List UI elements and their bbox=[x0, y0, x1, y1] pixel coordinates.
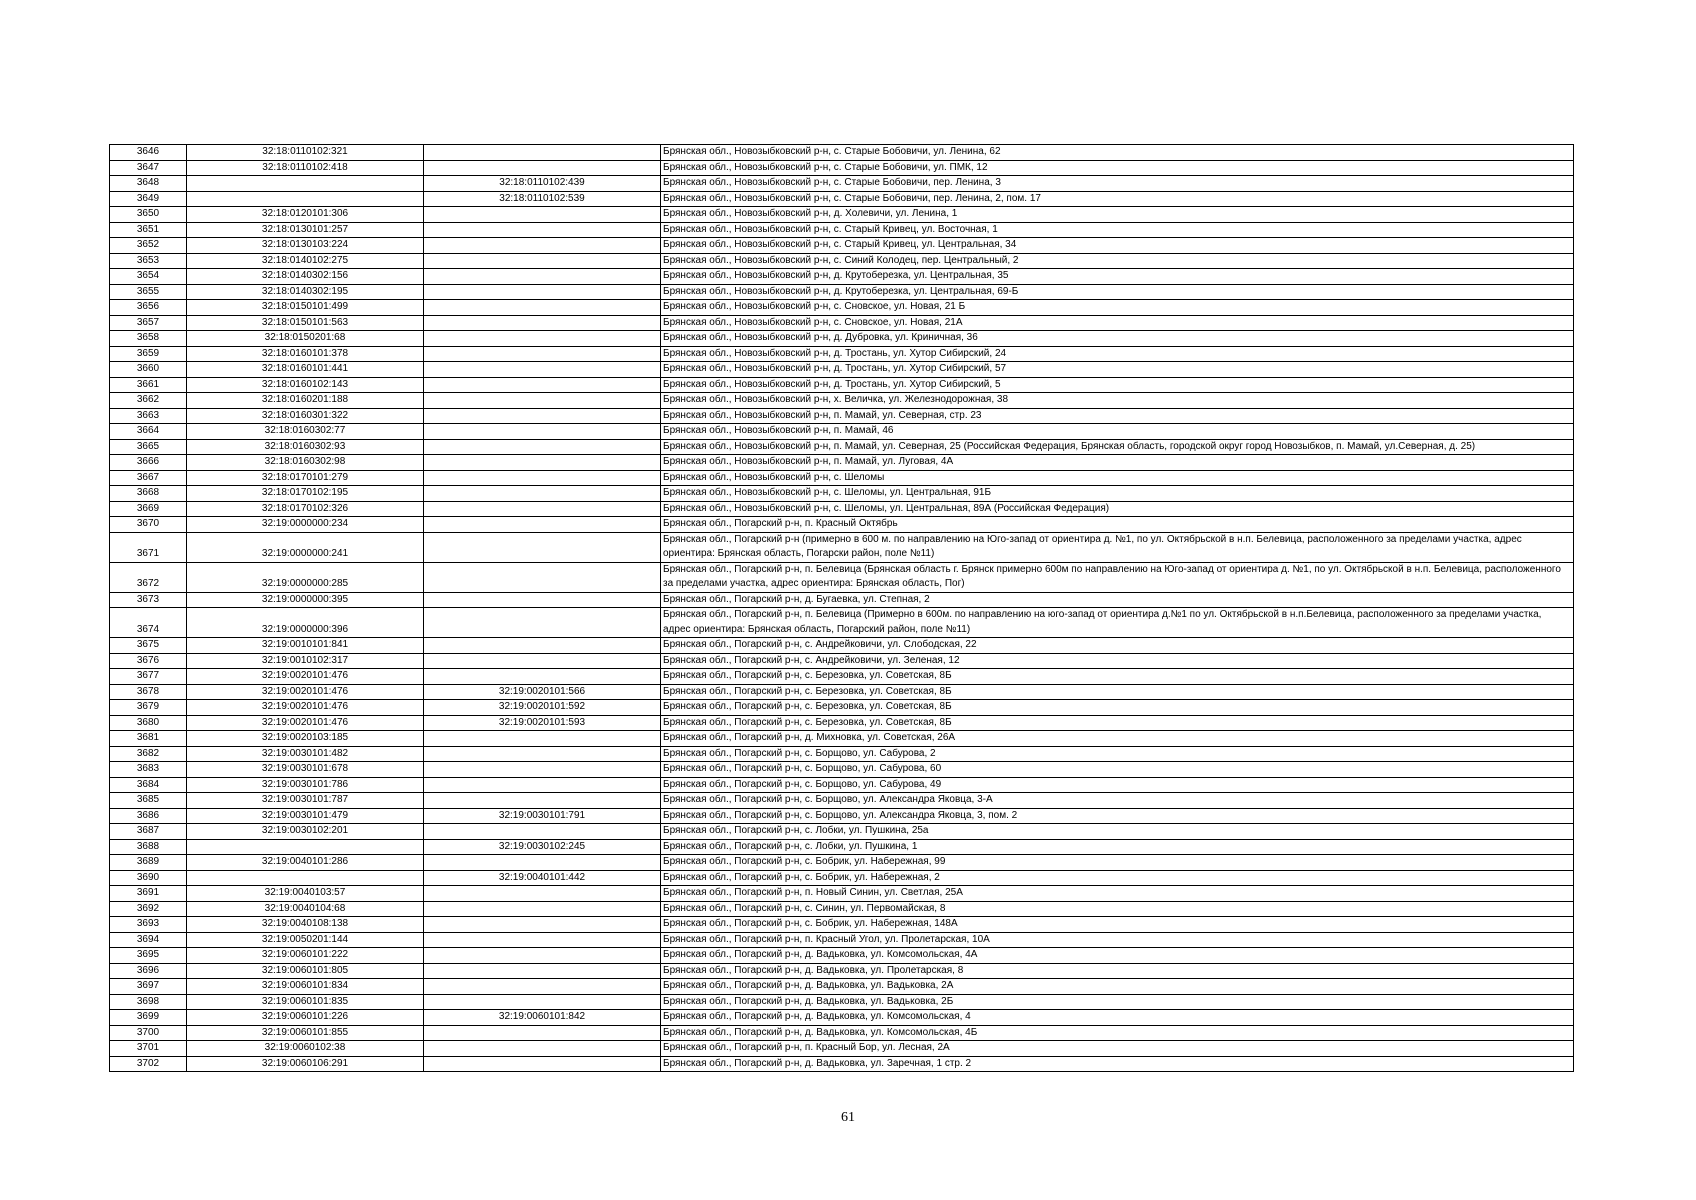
secondary-cadastral-number-cell bbox=[424, 592, 661, 608]
cadastral-number-cell: 32:19:0060101:855 bbox=[187, 1025, 424, 1041]
address-cell: Брянская обл., Погарский р-н, п. Красный Октябрь bbox=[661, 517, 1574, 533]
table-row bbox=[110, 207, 1574, 223]
row-number-cell: 3659 bbox=[110, 346, 187, 362]
row-number-cell: 3682 bbox=[110, 746, 187, 762]
secondary-cadastral-number-cell bbox=[424, 532, 661, 562]
secondary-cadastral-number-cell bbox=[424, 393, 661, 409]
cadastral-number-cell: 32:19:0010101:841 bbox=[187, 638, 424, 654]
cadastral-number-cell bbox=[187, 870, 424, 886]
secondary-cadastral-number-cell bbox=[424, 238, 661, 254]
secondary-cadastral-number-cell bbox=[424, 608, 661, 638]
cadastral-number-cell: 32:19:0000000:395 bbox=[187, 592, 424, 608]
secondary-cadastral-number-cell bbox=[424, 253, 661, 269]
address-cell: Брянская обл., Погарский р-н, с. Андрейковичи, ул. Слободская, 22 bbox=[661, 638, 1574, 654]
address-cell: Брянская обл., Погарский р-н, с. Березовка, ул. Советская, 8Б bbox=[661, 700, 1574, 716]
row-number-cell: 3648 bbox=[110, 176, 187, 192]
address-cell: Брянская обл., Новозыбковский р-н, д. Дубровка, ул. Криничная, 36 bbox=[661, 331, 1574, 347]
secondary-cadastral-number-cell bbox=[424, 160, 661, 176]
cadastral-number-cell: 32:18:0140102:275 bbox=[187, 253, 424, 269]
row-number-cell: 3698 bbox=[110, 994, 187, 1010]
secondary-cadastral-number-cell: 32:19:0030101:791 bbox=[424, 808, 661, 824]
cadastral-number-cell: 32:18:0110102:418 bbox=[187, 160, 424, 176]
row-number-cell: 3679 bbox=[110, 700, 187, 716]
cadastral-number-cell: 32:18:0160302:98 bbox=[187, 455, 424, 471]
row-number-cell: 3693 bbox=[110, 917, 187, 933]
secondary-cadastral-number-cell bbox=[424, 439, 661, 455]
table-row bbox=[110, 362, 1574, 378]
secondary-cadastral-number-cell bbox=[424, 669, 661, 685]
secondary-cadastral-number-cell: 32:19:0020101:566 bbox=[424, 684, 661, 700]
secondary-cadastral-number-cell: 32:18:0110102:439 bbox=[424, 176, 661, 192]
cadastral-number-cell: 32:19:0030101:678 bbox=[187, 762, 424, 778]
address-cell: Брянская обл., Новозыбковский р-н, х. Величка, ул. Железнодорожная, 38 bbox=[661, 393, 1574, 409]
row-number-cell: 3694 bbox=[110, 932, 187, 948]
row-number-cell: 3662 bbox=[110, 393, 187, 409]
address-cell: Брянская обл., Новозыбковский р-н, п. Мамай, ул. Северная, стр. 23 bbox=[661, 408, 1574, 424]
row-number-cell: 3685 bbox=[110, 793, 187, 809]
row-number-cell: 3653 bbox=[110, 253, 187, 269]
cadastral-number-cell: 32:19:0060101:226 bbox=[187, 1010, 424, 1026]
address-cell: Брянская обл., Погарский р-н, с. Борщово, ул. Сабурова, 2 bbox=[661, 746, 1574, 762]
address-cell: Брянская обл., Погарский р-н, с. Борщово, ул. Сабурова, 49 bbox=[661, 777, 1574, 793]
row-number-cell: 3660 bbox=[110, 362, 187, 378]
row-number-cell: 3680 bbox=[110, 715, 187, 731]
table-row bbox=[110, 1010, 1574, 1026]
row-number-cell: 3687 bbox=[110, 824, 187, 840]
cadastral-number-cell: 32:19:0020101:476 bbox=[187, 715, 424, 731]
cadastral-number-cell: 32:19:0030101:786 bbox=[187, 777, 424, 793]
address-cell: Брянская обл., Погарский р-н (примерно в 600 м. по направлению на Юго-запад от ориентира д. №1, по ул. Октябрьской в н.п. Белевица, расположенного за пределами участка, адрес ориентира: Брянская область, Погарски район, поле №11) bbox=[661, 532, 1574, 562]
table-row bbox=[110, 762, 1574, 778]
address-cell: Брянская обл., Новозыбковский р-н, с. Старый Кривец, ул. Восточная, 1 bbox=[661, 222, 1574, 238]
cadastral-number-cell: 32:18:0110102:321 bbox=[187, 145, 424, 161]
cadastral-number-cell: 32:19:0030101:482 bbox=[187, 746, 424, 762]
cadastral-number-cell: 32:18:0120101:306 bbox=[187, 207, 424, 223]
row-number-cell: 3658 bbox=[110, 331, 187, 347]
secondary-cadastral-number-cell bbox=[424, 793, 661, 809]
address-cell: Брянская обл., Новозыбковский р-н, д. Тростань, ул. Хутор Сибирский, 57 bbox=[661, 362, 1574, 378]
cadastral-number-cell: 32:18:0160301:322 bbox=[187, 408, 424, 424]
secondary-cadastral-number-cell bbox=[424, 901, 661, 917]
row-number-cell: 3689 bbox=[110, 855, 187, 871]
row-number-cell: 3655 bbox=[110, 284, 187, 300]
row-number-cell: 3651 bbox=[110, 222, 187, 238]
row-number-cell: 3678 bbox=[110, 684, 187, 700]
address-cell: Брянская обл., Новозыбковский р-н, с. Шеломы bbox=[661, 470, 1574, 486]
row-number-cell: 3646 bbox=[110, 145, 187, 161]
table-row bbox=[110, 886, 1574, 902]
secondary-cadastral-number-cell bbox=[424, 932, 661, 948]
table-row bbox=[110, 808, 1574, 824]
address-cell: Брянская обл., Погарский р-н, д. Михновка, ул. Советская, 26А bbox=[661, 731, 1574, 747]
cadastral-number-cell: 32:19:0060101:835 bbox=[187, 994, 424, 1010]
table-row bbox=[110, 377, 1574, 393]
table-row bbox=[110, 238, 1574, 254]
cadastral-number-cell: 32:19:0040104:68 bbox=[187, 901, 424, 917]
cadastral-number-cell: 32:19:0050201:144 bbox=[187, 932, 424, 948]
secondary-cadastral-number-cell bbox=[424, 731, 661, 747]
table-row bbox=[110, 608, 1574, 638]
cadastral-number-cell: 32:18:0140302:195 bbox=[187, 284, 424, 300]
address-cell: Брянская обл., Новозыбковский р-н, с. Синий Колодец, пер. Центральный, 2 bbox=[661, 253, 1574, 269]
cadastral-number-cell: 32:18:0170101:279 bbox=[187, 470, 424, 486]
table-row bbox=[110, 562, 1574, 592]
secondary-cadastral-number-cell: 32:19:0020101:593 bbox=[424, 715, 661, 731]
address-cell: Брянская обл., Новозыбковский р-н, с. Старые Бобовичи, ул. ПМК, 12 bbox=[661, 160, 1574, 176]
address-cell: Брянская обл., Новозыбковский р-н, с. Шеломы, ул. Центральная, 91Б bbox=[661, 486, 1574, 502]
table-row bbox=[110, 331, 1574, 347]
table-row bbox=[110, 269, 1574, 285]
cadastral-number-cell: 32:19:0020101:476 bbox=[187, 700, 424, 716]
cadastral-number-cell: 32:19:0000000:396 bbox=[187, 608, 424, 638]
secondary-cadastral-number-cell bbox=[424, 886, 661, 902]
cadastral-number-cell: 32:18:0150101:563 bbox=[187, 315, 424, 331]
row-number-cell: 3650 bbox=[110, 207, 187, 223]
address-cell: Брянская обл., Погарский р-н, с. Лобки, ул. Пушкина, 1 bbox=[661, 839, 1574, 855]
secondary-cadastral-number-cell bbox=[424, 638, 661, 654]
table-row bbox=[110, 793, 1574, 809]
address-cell: Брянская обл., Погарский р-н, с. Синин, ул. Первомайская, 8 bbox=[661, 901, 1574, 917]
table-row bbox=[110, 684, 1574, 700]
cadastral-number-cell: 32:19:0040103:57 bbox=[187, 886, 424, 902]
address-cell: Брянская обл., Погарский р-н, с. Бобрик, ул. Набережная, 2 bbox=[661, 870, 1574, 886]
cadastral-number-cell: 32:19:0000000:234 bbox=[187, 517, 424, 533]
address-cell: Брянская обл., Погарский р-н, д. Вадьковка, ул. Вадьковка, 2А bbox=[661, 979, 1574, 995]
table-row bbox=[110, 145, 1574, 161]
row-number-cell: 3656 bbox=[110, 300, 187, 316]
address-cell: Брянская обл., Новозыбковский р-н, с. Сновское, ул. Новая, 21А bbox=[661, 315, 1574, 331]
table-row bbox=[110, 439, 1574, 455]
row-number-cell: 3702 bbox=[110, 1056, 187, 1072]
table-row bbox=[110, 176, 1574, 192]
table-row bbox=[110, 501, 1574, 517]
table-row bbox=[110, 517, 1574, 533]
secondary-cadastral-number-cell bbox=[424, 562, 661, 592]
table-row bbox=[110, 315, 1574, 331]
address-cell: Брянская обл., Погарский р-н, д. Бугаевка, ул. Степная, 2 bbox=[661, 592, 1574, 608]
secondary-cadastral-number-cell bbox=[424, 948, 661, 964]
address-cell: Брянская обл., Погарский р-н, с. Борщово, ул. Александра Яковца, 3-А bbox=[661, 793, 1574, 809]
secondary-cadastral-number-cell bbox=[424, 979, 661, 995]
table-row bbox=[110, 917, 1574, 933]
table-row bbox=[110, 222, 1574, 238]
row-number-cell: 3688 bbox=[110, 839, 187, 855]
row-number-cell: 3681 bbox=[110, 731, 187, 747]
cadastral-number-cell: 32:18:0160302:93 bbox=[187, 439, 424, 455]
row-number-cell: 3667 bbox=[110, 470, 187, 486]
address-cell: Брянская обл., Погарский р-н, с. Борщово, ул. Сабурова, 60 bbox=[661, 762, 1574, 778]
table-row bbox=[110, 1025, 1574, 1041]
cadastral-number-cell bbox=[187, 839, 424, 855]
table-row bbox=[110, 638, 1574, 654]
cadastral-number-cell: 32:19:0010102:317 bbox=[187, 653, 424, 669]
row-number-cell: 3696 bbox=[110, 963, 187, 979]
address-cell: Брянская обл., Новозыбковский р-н, д. Тростань, ул. Хутор Сибирский, 5 bbox=[661, 377, 1574, 393]
cadastral-number-cell: 32:18:0150101:499 bbox=[187, 300, 424, 316]
cadastral-number-cell: 32:18:0130103:224 bbox=[187, 238, 424, 254]
address-cell: Брянская обл., Погарский р-н, с. Андрейковичи, ул. Зеленая, 12 bbox=[661, 653, 1574, 669]
table-row bbox=[110, 1056, 1574, 1072]
table-row bbox=[110, 715, 1574, 731]
secondary-cadastral-number-cell bbox=[424, 994, 661, 1010]
row-number-cell: 3665 bbox=[110, 439, 187, 455]
address-cell: Брянская обл., Погарский р-н, п. Белевица (Примерно в 600м. по направлению на юго-запад от ориентира д.№1 по ул. Октябрьской в н.п.Белевица, расположенного за пределами участка, адрес ориентира: Брянская область, Погарский район, поле №11) bbox=[661, 608, 1574, 638]
cadastral-number-cell: 32:19:0060101:222 bbox=[187, 948, 424, 964]
secondary-cadastral-number-cell bbox=[424, 470, 661, 486]
row-number-cell: 3663 bbox=[110, 408, 187, 424]
row-number-cell: 3647 bbox=[110, 160, 187, 176]
cadastral-number-cell bbox=[187, 176, 424, 192]
table-row bbox=[110, 191, 1574, 207]
table-row bbox=[110, 284, 1574, 300]
row-number-cell: 3668 bbox=[110, 486, 187, 502]
address-cell: Брянская обл., Погарский р-н, с. Березовка, ул. Советская, 8Б bbox=[661, 715, 1574, 731]
row-number-cell: 3676 bbox=[110, 653, 187, 669]
cadastral-number-cell: 32:19:0040108:138 bbox=[187, 917, 424, 933]
cadastral-number-cell: 32:18:0150201:68 bbox=[187, 331, 424, 347]
row-number-cell: 3692 bbox=[110, 901, 187, 917]
cadastral-number-cell: 32:19:0000000:241 bbox=[187, 532, 424, 562]
secondary-cadastral-number-cell bbox=[424, 145, 661, 161]
table-row bbox=[110, 746, 1574, 762]
address-cell: Брянская обл., Новозыбковский р-н, с. Шеломы, ул. Центральная, 89А (Российская Федерация) bbox=[661, 501, 1574, 517]
secondary-cadastral-number-cell bbox=[424, 222, 661, 238]
table-row bbox=[110, 855, 1574, 871]
row-number-cell: 3672 bbox=[110, 562, 187, 592]
row-number-cell: 3652 bbox=[110, 238, 187, 254]
secondary-cadastral-number-cell bbox=[424, 455, 661, 471]
address-cell: Брянская обл., Погарский р-н, с. Березовка, ул. Советская, 8Б bbox=[661, 669, 1574, 685]
table-row bbox=[110, 300, 1574, 316]
address-cell: Брянская обл., Новозыбковский р-н, д. Тростань, ул. Хутор Сибирский, 24 bbox=[661, 346, 1574, 362]
table-row bbox=[110, 592, 1574, 608]
table-row bbox=[110, 424, 1574, 440]
cadastral-number-cell: 32:18:0160102:143 bbox=[187, 377, 424, 393]
secondary-cadastral-number-cell: 32:18:0110102:539 bbox=[424, 191, 661, 207]
address-cell: Брянская обл., Новозыбковский р-н, п. Мамай, ул. Луговая, 4А bbox=[661, 455, 1574, 471]
cadastral-number-cell: 32:18:0160302:77 bbox=[187, 424, 424, 440]
table-row bbox=[110, 486, 1574, 502]
secondary-cadastral-number-cell bbox=[424, 1025, 661, 1041]
secondary-cadastral-number-cell: 32:19:0030102:245 bbox=[424, 839, 661, 855]
row-number-cell: 3701 bbox=[110, 1041, 187, 1057]
secondary-cadastral-number-cell bbox=[424, 1056, 661, 1072]
row-number-cell: 3695 bbox=[110, 948, 187, 964]
secondary-cadastral-number-cell bbox=[424, 746, 661, 762]
table-row bbox=[110, 994, 1574, 1010]
cadastral-number-cell: 32:18:0170102:326 bbox=[187, 501, 424, 517]
secondary-cadastral-number-cell bbox=[424, 486, 661, 502]
secondary-cadastral-number-cell bbox=[424, 331, 661, 347]
secondary-cadastral-number-cell: 32:19:0060101:842 bbox=[424, 1010, 661, 1026]
registry-table-container bbox=[109, 144, 1574, 1072]
table-row bbox=[110, 160, 1574, 176]
address-cell: Брянская обл., Погарский р-н, с. Бобрик, ул. Набережная, 99 bbox=[661, 855, 1574, 871]
address-cell: Брянская обл., Погарский р-н, п. Белевица (Брянская область г. Брянск примерно 600м по направлению на Юго-запад от ориентира д. №1, по ул. Октябрьской в н.п. Белевица, расположенного за пределами участка, адрес ориентира: Брянская область, Пог) bbox=[661, 562, 1574, 592]
row-number-cell: 3657 bbox=[110, 315, 187, 331]
table-row bbox=[110, 253, 1574, 269]
row-number-cell: 3649 bbox=[110, 191, 187, 207]
address-cell: Брянская обл., Погарский р-н, д. Вадьковка, ул. Пролетарская, 8 bbox=[661, 963, 1574, 979]
address-cell: Брянская обл., Погарский р-н, с. Бобрик, ул. Набережная, 148А bbox=[661, 917, 1574, 933]
address-cell: Брянская обл., Погарский р-н, п. Красный Угол, ул. Пролетарская, 10А bbox=[661, 932, 1574, 948]
cadastral-number-cell: 32:18:0160101:378 bbox=[187, 346, 424, 362]
cadastral-number-cell: 32:18:0170102:195 bbox=[187, 486, 424, 502]
secondary-cadastral-number-cell bbox=[424, 424, 661, 440]
row-number-cell: 3669 bbox=[110, 501, 187, 517]
row-number-cell: 3690 bbox=[110, 870, 187, 886]
row-number-cell: 3670 bbox=[110, 517, 187, 533]
address-cell: Брянская обл., Погарский р-н, д. Вадьковка, ул. Комсомольская, 4 bbox=[661, 1010, 1574, 1026]
table-row bbox=[110, 1041, 1574, 1057]
secondary-cadastral-number-cell bbox=[424, 855, 661, 871]
address-cell: Брянская обл., Погарский р-н, с. Березовка, ул. Советская, 8Б bbox=[661, 684, 1574, 700]
secondary-cadastral-number-cell bbox=[424, 824, 661, 840]
registry-table bbox=[109, 144, 1574, 1072]
cadastral-number-cell: 32:19:0060101:805 bbox=[187, 963, 424, 979]
address-cell: Брянская обл., Погарский р-н, п. Красный Бор, ул. Лесная, 2А bbox=[661, 1041, 1574, 1057]
row-number-cell: 3699 bbox=[110, 1010, 187, 1026]
row-number-cell: 3664 bbox=[110, 424, 187, 440]
secondary-cadastral-number-cell bbox=[424, 517, 661, 533]
table-row bbox=[110, 979, 1574, 995]
table-row bbox=[110, 948, 1574, 964]
address-cell: Брянская обл., Погарский р-н, с. Борщово, ул. Александра Яковца, 3, пом. 2 bbox=[661, 808, 1574, 824]
secondary-cadastral-number-cell bbox=[424, 269, 661, 285]
address-cell: Брянская обл., Погарский р-н, д. Вадьковка, ул. Заречная, 1 стр. 2 bbox=[661, 1056, 1574, 1072]
table-row bbox=[110, 346, 1574, 362]
secondary-cadastral-number-cell bbox=[424, 377, 661, 393]
table-row bbox=[110, 963, 1574, 979]
row-number-cell: 3684 bbox=[110, 777, 187, 793]
address-cell: Брянская обл., Погарский р-н, д. Вадьковка, ул. Вадьковка, 2Б bbox=[661, 994, 1574, 1010]
secondary-cadastral-number-cell bbox=[424, 207, 661, 223]
secondary-cadastral-number-cell: 32:19:0020101:592 bbox=[424, 700, 661, 716]
cadastral-number-cell: 32:19:0020103:185 bbox=[187, 731, 424, 747]
table-row bbox=[110, 408, 1574, 424]
secondary-cadastral-number-cell bbox=[424, 408, 661, 424]
table-row bbox=[110, 470, 1574, 486]
registry-table-body bbox=[110, 145, 1574, 1072]
row-number-cell: 3683 bbox=[110, 762, 187, 778]
table-row bbox=[110, 731, 1574, 747]
table-row bbox=[110, 700, 1574, 716]
table-row bbox=[110, 824, 1574, 840]
table-row bbox=[110, 532, 1574, 562]
secondary-cadastral-number-cell bbox=[424, 963, 661, 979]
row-number-cell: 3691 bbox=[110, 886, 187, 902]
cadastral-number-cell: 32:19:0060106:291 bbox=[187, 1056, 424, 1072]
address-cell: Брянская обл., Новозыбковский р-н, д. Крутоберезка, ул. Центральная, 69-Б bbox=[661, 284, 1574, 300]
table-row bbox=[110, 777, 1574, 793]
address-cell: Брянская обл., Новозыбковский р-н, с. Сновское, ул. Новая, 21 Б bbox=[661, 300, 1574, 316]
secondary-cadastral-number-cell bbox=[424, 653, 661, 669]
cadastral-number-cell: 32:19:0040101:286 bbox=[187, 855, 424, 871]
row-number-cell: 3700 bbox=[110, 1025, 187, 1041]
cadastral-number-cell: 32:19:0030101:787 bbox=[187, 793, 424, 809]
cadastral-number-cell: 32:18:0130101:257 bbox=[187, 222, 424, 238]
cadastral-number-cell: 32:18:0160201:188 bbox=[187, 393, 424, 409]
row-number-cell: 3686 bbox=[110, 808, 187, 824]
row-number-cell: 3697 bbox=[110, 979, 187, 995]
table-row bbox=[110, 932, 1574, 948]
secondary-cadastral-number-cell bbox=[424, 917, 661, 933]
address-cell: Брянская обл., Погарский р-н, д. Вадьковка, ул. Комсомольская, 4А bbox=[661, 948, 1574, 964]
cadastral-number-cell: 32:19:0030102:201 bbox=[187, 824, 424, 840]
address-cell: Брянская обл., Новозыбковский р-н, п. Мамай, ул. Северная, 25 (Российская Федерация, Брянская область, городской округ город Новозыбков, п. Мамай, ул.Северная, д. 25) bbox=[661, 439, 1574, 455]
cadastral-number-cell: 32:19:0060101:834 bbox=[187, 979, 424, 995]
cadastral-number-cell: 32:18:0160101:441 bbox=[187, 362, 424, 378]
secondary-cadastral-number-cell bbox=[424, 300, 661, 316]
row-number-cell: 3674 bbox=[110, 608, 187, 638]
table-row bbox=[110, 901, 1574, 917]
row-number-cell: 3673 bbox=[110, 592, 187, 608]
cadastral-number-cell: 32:19:0020101:476 bbox=[187, 684, 424, 700]
table-row bbox=[110, 653, 1574, 669]
cadastral-number-cell: 32:19:0060102:38 bbox=[187, 1041, 424, 1057]
row-number-cell: 3666 bbox=[110, 455, 187, 471]
cadastral-number-cell: 32:19:0030101:479 bbox=[187, 808, 424, 824]
table-row bbox=[110, 669, 1574, 685]
cadastral-number-cell: 32:19:0020101:476 bbox=[187, 669, 424, 685]
secondary-cadastral-number-cell bbox=[424, 284, 661, 300]
cadastral-number-cell: 32:18:0140302:156 bbox=[187, 269, 424, 285]
row-number-cell: 3675 bbox=[110, 638, 187, 654]
secondary-cadastral-number-cell bbox=[424, 762, 661, 778]
secondary-cadastral-number-cell: 32:19:0040101:442 bbox=[424, 870, 661, 886]
row-number-cell: 3654 bbox=[110, 269, 187, 285]
address-cell: Брянская обл., Новозыбковский р-н, п. Мамай, 46 bbox=[661, 424, 1574, 440]
table-row bbox=[110, 870, 1574, 886]
address-cell: Брянская обл., Погарский р-н, с. Лобки, ул. Пушкина, 25а bbox=[661, 824, 1574, 840]
address-cell: Брянская обл., Погарский р-н, д. Вадьковка, ул. Комсомольская, 4Б bbox=[661, 1025, 1574, 1041]
address-cell: Брянская обл., Новозыбковский р-н, д. Холевичи, ул. Ленина, 1 bbox=[661, 207, 1574, 223]
table-row bbox=[110, 393, 1574, 409]
table-row bbox=[110, 455, 1574, 471]
secondary-cadastral-number-cell bbox=[424, 1041, 661, 1057]
page-number: 61 bbox=[841, 1110, 855, 1125]
address-cell: Брянская обл., Новозыбковский р-н, с. Старые Бобовичи, пер. Ленина, 3 bbox=[661, 176, 1574, 192]
address-cell: Брянская обл., Погарский р-н, п. Новый Синин, ул. Светлая, 25А bbox=[661, 886, 1574, 902]
row-number-cell: 3677 bbox=[110, 669, 187, 685]
address-cell: Брянская обл., Новозыбковский р-н, д. Крутоберезка, ул. Центральная, 35 bbox=[661, 269, 1574, 285]
secondary-cadastral-number-cell bbox=[424, 777, 661, 793]
address-cell: Брянская обл., Новозыбковский р-н, с. Старые Бобовичи, ул. Ленина, 62 bbox=[661, 145, 1574, 161]
secondary-cadastral-number-cell bbox=[424, 346, 661, 362]
address-cell: Брянская обл., Новозыбковский р-н, с. Старые Бобовичи, пер. Ленина, 2, пом. 17 bbox=[661, 191, 1574, 207]
cadastral-number-cell: 32:19:0000000:285 bbox=[187, 562, 424, 592]
row-number-cell: 3661 bbox=[110, 377, 187, 393]
cadastral-number-cell bbox=[187, 191, 424, 207]
secondary-cadastral-number-cell bbox=[424, 501, 661, 517]
address-cell: Брянская обл., Новозыбковский р-н, с. Старый Кривец, ул. Центральная, 34 bbox=[661, 238, 1574, 254]
secondary-cadastral-number-cell bbox=[424, 315, 661, 331]
secondary-cadastral-number-cell bbox=[424, 362, 661, 378]
table-row bbox=[110, 839, 1574, 855]
row-number-cell: 3671 bbox=[110, 532, 187, 562]
